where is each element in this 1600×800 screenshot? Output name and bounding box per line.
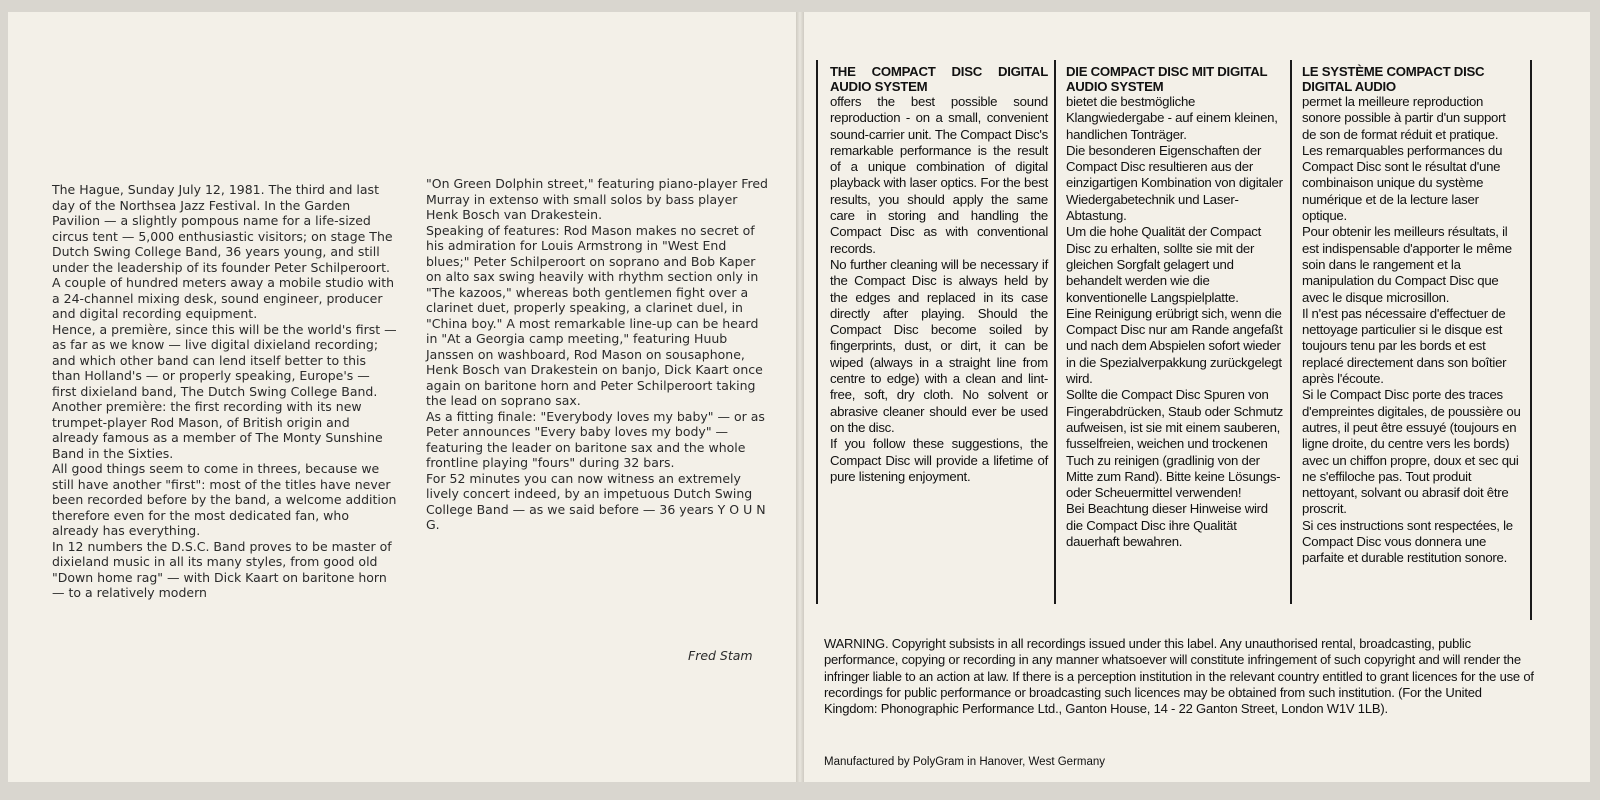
liner-paragraph: All good things seem to come in threes, because we still have another "first": most of the titles have never been recorded before by the band, a welcome addition therefore even for the most dedicated fan, who already has everything.	[52, 461, 397, 538]
liner-paragraph: Speaking of features: Rod Mason makes no secret of his admiration for Louis Armstrong in "West End blues;" Peter Schilperoort on soprano and Bob Kaper on alto sax swing heavily with rhythm section only in "The kazoos," whereas both gentlemen fight over a clarinet duet, properly speaking, a clarinet duel, in "China boy." A most remarkable line-up can be heard in "At a Georgia camp meeting," featuring Huub Janssen on washboard, Rod Mason on sousaphone, Henk Bosch van Drakestein on banjo, Dick Kaart once again on baritone horn and Peter Schilperoort taking the lead on soprano sax.	[426, 222, 763, 408]
liner-paragraph: Hence, a première, since this will be the world's first — as far as we know — live digital dixieland recording; and which other band can lend itself better to this than Holland's — or properly speaking, Europe's — first dixieland band, The Dutch Swing College Band.	[52, 321, 397, 399]
liner-paragraph: In 12 numbers the D.S.C. Band proves to be master of dixieland music in all its many styles, from good old "Down home rag" — with Dick Kaart on baritone horn — to a relatively modern	[52, 538, 392, 600]
cd-info-paragraph: Um die hohe Qualität der Compact Disc zu erhalten, sollte sie mit der gleichen Sorgfalt gelagert und behandelt werden wie die konventionelle Langspielplatte.	[1066, 224, 1262, 305]
liner-paragraph: The Hague, Sunday July 12, 1981. The third and last day of the Northsea Jazz Festival. In the Garden Pavilion — a slightly pompous name for a life-sized circus tent — 5,000 enthusiastic visitors; on stage The Dutch Swing College Band, 36 years young, and still under the leadership of its founder Peter Schilperoort.	[52, 182, 393, 275]
manufacturer-note: Manufactured by PolyGram in Hanover, West Germany	[824, 756, 1106, 768]
liner-notes-column-2	[426, 176, 771, 533]
liner-paragraph: "On Green Dolphin street," featuring piano-player Fred Murray in extenso with small solos by bass player Henk Bosch van Drakestein.	[426, 176, 768, 222]
booklet-spine	[796, 12, 804, 782]
liner-paragraph: For 52 minutes you can now witness an extremely lively concert indeed, by an impetuous Dutch Swing College Band — as we said before — 36 years Y O U N G.	[426, 470, 766, 532]
cd-info-paragraph: Si ces instructions sont respectées, le Compact Disc vous donnera une parfaite et durable restitution sonore.	[1302, 517, 1513, 566]
cd-info-paragraph: offers the best possible sound reproduction - on a small, convenient sound-carrier unit. The Compact Disc's remarkable performance is the result of a unique combination of digital playback with laser optics. For the best results, you should apply the same care in storing and handling the Compact Disc as with conventional records.	[830, 94, 1048, 256]
cd-info-french	[1302, 64, 1522, 567]
copyright-warning: WARNING. Copyright subsists in all recordings issued under this label. Any unauthorised rental, broadcasting, public performance, copying or recording in any manner whatsoever will constitute infringement of such copyright and will render the infringer liable to an action at law. If there is a perception institution in the relevant country entitled to grant licences for the use of recordings for public performance or broadcasting such licences may be obtained from such institution. (For the United Kingdom: Phonographic Performance Ltd., Ganton House, 14 - 22 Ganton Street, London W1V 1LB).	[824, 636, 1534, 717]
cd-info-english	[830, 64, 1048, 485]
cd-info-paragraph: Il n'est pas nécessaire d'effectuer de nettoyage particulier si le disque est toujours tenu par les bords et est replacé directement dans son boîtier après l'écoute.	[1302, 305, 1507, 387]
cd-info-paragraph: If you follow these suggestions, the Compact Disc will provide a lifetime of pure listening enjoyment.	[830, 436, 1048, 484]
cd-info-german	[1066, 64, 1284, 550]
cd-info-paragraph: permet la meilleure reproduction sonore possible à partir d'un support de son de format réduit et pratique.	[1302, 94, 1506, 142]
cd-info-heading: DIE COMPACT DISC MIT DIGITAL AUDIO SYSTEM	[1066, 64, 1268, 94]
author-signature: Fred Stam	[688, 648, 753, 663]
cd-info-heading: THE COMPACT DISC DIGITAL AUDIO SYSTEM	[830, 64, 1048, 94]
liner-paragraph: Another première: the first recording with its new trumpet-player Rod Mason, of British origin and already famous as a member of The Monty Sunshine Band in the Sixties.	[52, 399, 383, 461]
booklet-right-page	[804, 12, 1590, 782]
cd-info-paragraph: Les remarquables performances du Compact Disc sont le résultat d'une combinaison unique du système numérique et de la lecture laser optique.	[1302, 142, 1503, 224]
cd-info-paragraph: Pour obtenir les meilleurs résultats, il est indispensable d'apporter le même soin dans le rangement et la manipulation du Compact Disc que avec le disque microsillon.	[1302, 224, 1512, 305]
cd-info-paragraph: Eine Reinigung erübrigt sich, wenn die Compact Disc nur am Rande angefaßt und nach dem Abspielen sofort wieder in die Spezialverpakkung zurückgelegt wird.	[1066, 305, 1283, 387]
booklet-left-page	[8, 12, 796, 782]
liner-notes-column-1	[52, 182, 397, 601]
cd-info-paragraph: No further cleaning will be necessary if the Compact Disc is always held by the edges and replaced in its case directly after playing. Should the Compact Disc become soiled by fingerprints, dust, or dirt, it can be wiped (always in a straight line from centre to edge) with a clean and lint-free, soft, dry cloth. No solvent or abrasive cleaner should ever be used on the disc.	[830, 256, 1048, 435]
column-rule	[1054, 60, 1056, 604]
column-rule	[816, 60, 818, 604]
cd-info-paragraph: bietet die bestmögliche Klangwiedergabe - auf einem kleinen, handlichen Tonträger.	[1066, 94, 1278, 142]
cd-info-paragraph: Si le Compact Disc porte des traces d'empreintes digitales, de poussière ou autres, il peut être essuyé (toujours en ligne droite, du centre vers les bords) avec un chiffon propre, doux et sec qui ne s'effiloche pas. Tout produit nettoyant, solvant ou abrasif doit être proscrit.	[1302, 387, 1521, 517]
column-rule	[1290, 60, 1292, 604]
liner-paragraph: A couple of hundred meters away a mobile studio with a 24-channel mixing desk, sound engineer, producer and digital recording equipment.	[52, 275, 395, 321]
cd-info-heading: LE SYSTÈME COMPACT DISC DIGITAL AUDIO	[1302, 64, 1485, 94]
cd-info-paragraph: Die besonderen Eigenschaften der Compact Disc resultieren aus der einzigartigen Kombination von digitaler Wiedergabetechnik und Laser-Abtastung.	[1066, 142, 1283, 224]
cd-info-paragraph: Bei Beachtung dieser Hinweise wird die Compact Disc ihre Qualität dauerhaft bewahren.	[1066, 501, 1268, 550]
column-rule	[1530, 60, 1532, 620]
cd-info-paragraph: Sollte die Compact Disc Spuren von Fingerabdrücken, Staub oder Schmutz aufweisen, ist sie mit einem sauberen, fusselfreien, weichen und trockenen Tuch zu reinigen (gradlinig von der Mitte zum Rand). Bitte keine Lösungs- oder Scheuermittel verwenden!	[1066, 387, 1284, 501]
liner-paragraph: As a fitting finale: "Everybody loves my baby" — or as Peter announces "Every baby loves my body" — featuring the leader on baritone sax and the whole frontline playing "fours" during 32 bars.	[426, 408, 765, 470]
